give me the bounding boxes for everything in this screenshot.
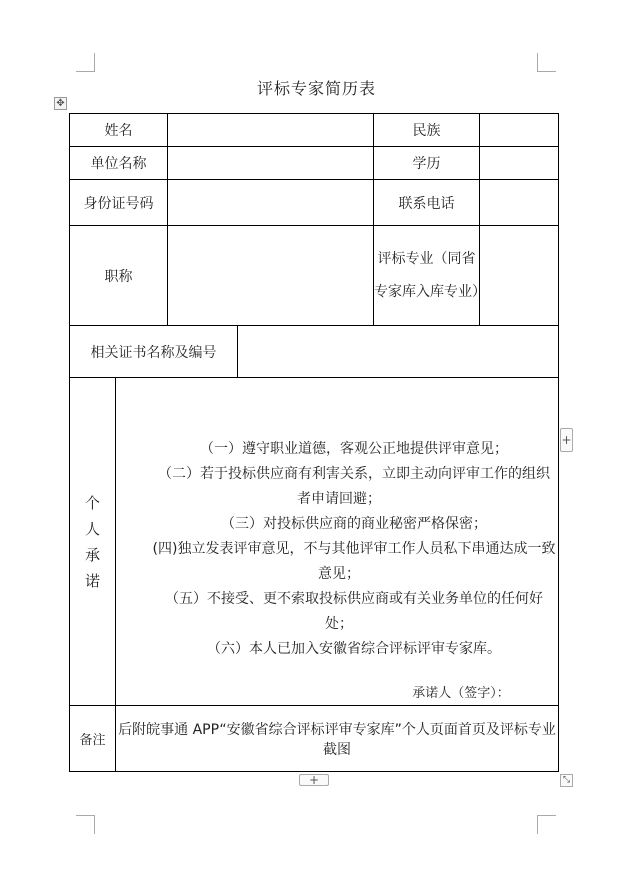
signature-label: 承诺人（签字）： <box>412 686 510 701</box>
phone-field[interactable] <box>480 180 559 226</box>
education-field[interactable] <box>480 147 559 180</box>
id-number-label: 身份证号码 <box>70 180 168 226</box>
employer-label: 单位名称 <box>70 147 168 180</box>
certificate-label: 相关证书名称及编号 <box>70 326 238 378</box>
page-corner-mark-top-right <box>537 53 556 72</box>
promise-label-cell <box>70 378 116 706</box>
add-row-icon[interactable]: + <box>299 774 329 786</box>
certificate-field[interactable] <box>238 326 559 378</box>
promise-label: 个人承诺 <box>84 493 100 590</box>
promise-item-1: （一）遵守职业道德，客观公正地提供评审意见； <box>200 441 508 457</box>
promise-item-2: （二）若于投标供应商有利害关系，立即主动向评审工作的组织者申请回避； <box>158 466 550 507</box>
table-row <box>70 326 559 378</box>
phone-label: 联系电话 <box>374 180 480 226</box>
specialty-field[interactable] <box>480 226 559 326</box>
professional-title-label: 职称 <box>70 226 168 326</box>
ethnicity-field[interactable] <box>480 114 559 147</box>
promise-item-4: (四)独立发表评审意见，不与其他评审工作人员私下串通达成一致意见； <box>152 541 556 582</box>
page-corner-mark-bottom-left <box>76 815 95 834</box>
name-label: 姓名 <box>70 114 168 147</box>
table-row <box>70 378 559 706</box>
table-row <box>70 114 559 147</box>
name-field[interactable] <box>168 114 374 147</box>
page-corner-mark-bottom-right <box>537 815 556 834</box>
note-label: 备注 <box>70 706 116 772</box>
document-title: 评标专家简历表 <box>256 79 376 98</box>
promise-item-5: （五）不接受、更不索取投标供应商或有关业务单位的任何好处； <box>165 591 543 632</box>
promise-item-6: （六）本人已加入安徽省综合评标评审专家库。 <box>207 641 501 657</box>
table-row <box>70 147 559 180</box>
table-row <box>70 706 559 772</box>
resume-form-table <box>69 113 559 772</box>
table-row <box>70 226 559 326</box>
id-number-field[interactable] <box>168 180 374 226</box>
promise-item-3: （三）对投标供应商的商业秘密严格保密； <box>221 516 487 532</box>
specialty-label: 评标专业（同省专家库入库专业） <box>374 226 480 326</box>
table-resize-icon[interactable]: ⤡ <box>560 774 573 787</box>
education-label: 学历 <box>374 147 480 180</box>
table-move-icon[interactable]: ✥ <box>54 97 67 110</box>
professional-title-field[interactable] <box>168 226 374 326</box>
add-column-icon[interactable]: + <box>560 428 573 452</box>
ethnicity-label: 民族 <box>374 114 480 147</box>
promise-content <box>116 378 559 706</box>
page-corner-mark-top-left <box>76 53 95 72</box>
employer-field[interactable] <box>168 147 374 180</box>
table-row <box>70 180 559 226</box>
note-text[interactable]: 后附皖事通 APP“安徽省综合评标评审专家库”个人页面首页及评标专业截图 <box>116 706 559 772</box>
